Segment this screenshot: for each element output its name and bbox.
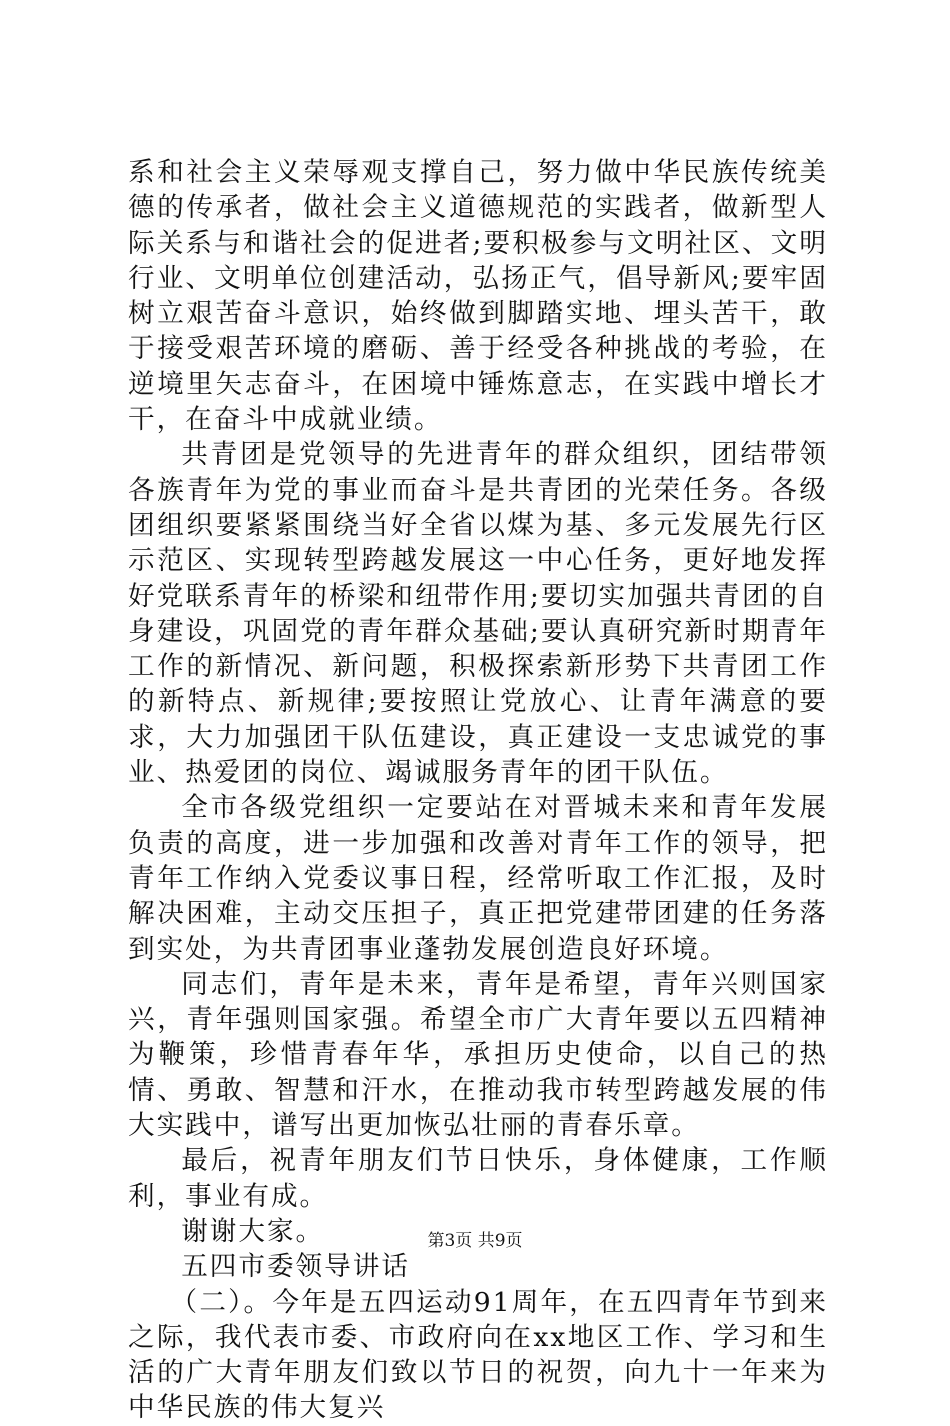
paragraph-continued: 系和社会主义荣辱观支撑自己，努力做中华民族传统美德的传承者，做社会主义道德规范的实践者，做新型人际关系与和谐社会的促进者;要积极参与文明社区、文明行业、文明单位创建活动，弘扬正气，倡导新风;要牢固树立艰苦奋斗意识，始终做到脚踏实地、埋头苦干，敢于接受艰苦环境的磨砺、善于经受各种挑战的考验，在逆境里矢志奋斗，在困境中锤炼意志，在实践中增长才干，在奋斗中成就业绩。	[128, 157, 828, 436]
paragraph-thanks: 谢谢大家。	[181, 1215, 325, 1247]
paragraph-party-organizations: 全市各级党组织一定要站在对晋城未来和青年发展负责的高度，进一步加强和改善对青年工作的领导，把青年工作纳入党委议事日程，经常听取工作汇报，及时解决困难，主动交压担子，真正把党建带团建的任务落到实处，为共青团事业蓬勃发展创造良好环境。	[128, 792, 828, 965]
paragraph-part-two: （二）。今年是五四运动91周年，在五四青年节到来之际，我代表市委、市政府向在xx地区工作、学习和生活的广大青年朋友们致以节日的祝贺，向九十一年来为中华民族的伟大复兴	[128, 1286, 828, 1424]
paragraph-closing-wishes: 最后，祝青年朋友们节日快乐，身体健康，工作顺利，事业有成。	[128, 1145, 828, 1212]
page-number-footer: 第3页 共9页	[427, 1231, 523, 1251]
section-heading: 五四市委领导讲话	[181, 1251, 410, 1283]
paragraph-youth-league: 共青团是党领导的先进青年的群众组织，团结带领各族青年为党的事业而奋斗是共青团的光荣任务。各级团组织要紧紧围绕当好全省以煤为基、多元发展先行区示范区、实现转型跨越发展这一中心任务，更好地发挥好党联系青年的桥梁和纽带作用;要切实加强共青团的自身建设，巩固党的青年群众基础;要认真研究新时期青年工作的新情况、新问题，积极探索新形势下共青团工作的新特点、新规律;要按照让党放心、让青年满意的要求，大力加强团干队伍建设，真正建设一支忠诚党的事业、热爱团的岗位、竭诚服务青年的团干队伍。	[128, 439, 828, 789]
paragraph-comrades: 同志们，青年是未来，青年是希望，青年兴则国家兴，青年强则国家强。希望全市广大青年要以五四精神为鞭策，珍惜青春年华，承担历史使命，以自己的热情、勇敢、智慧和汗水，在推动我市转型跨越发展的伟大实践中，谱写出更加恢弘壮丽的青春乐章。	[128, 968, 828, 1142]
